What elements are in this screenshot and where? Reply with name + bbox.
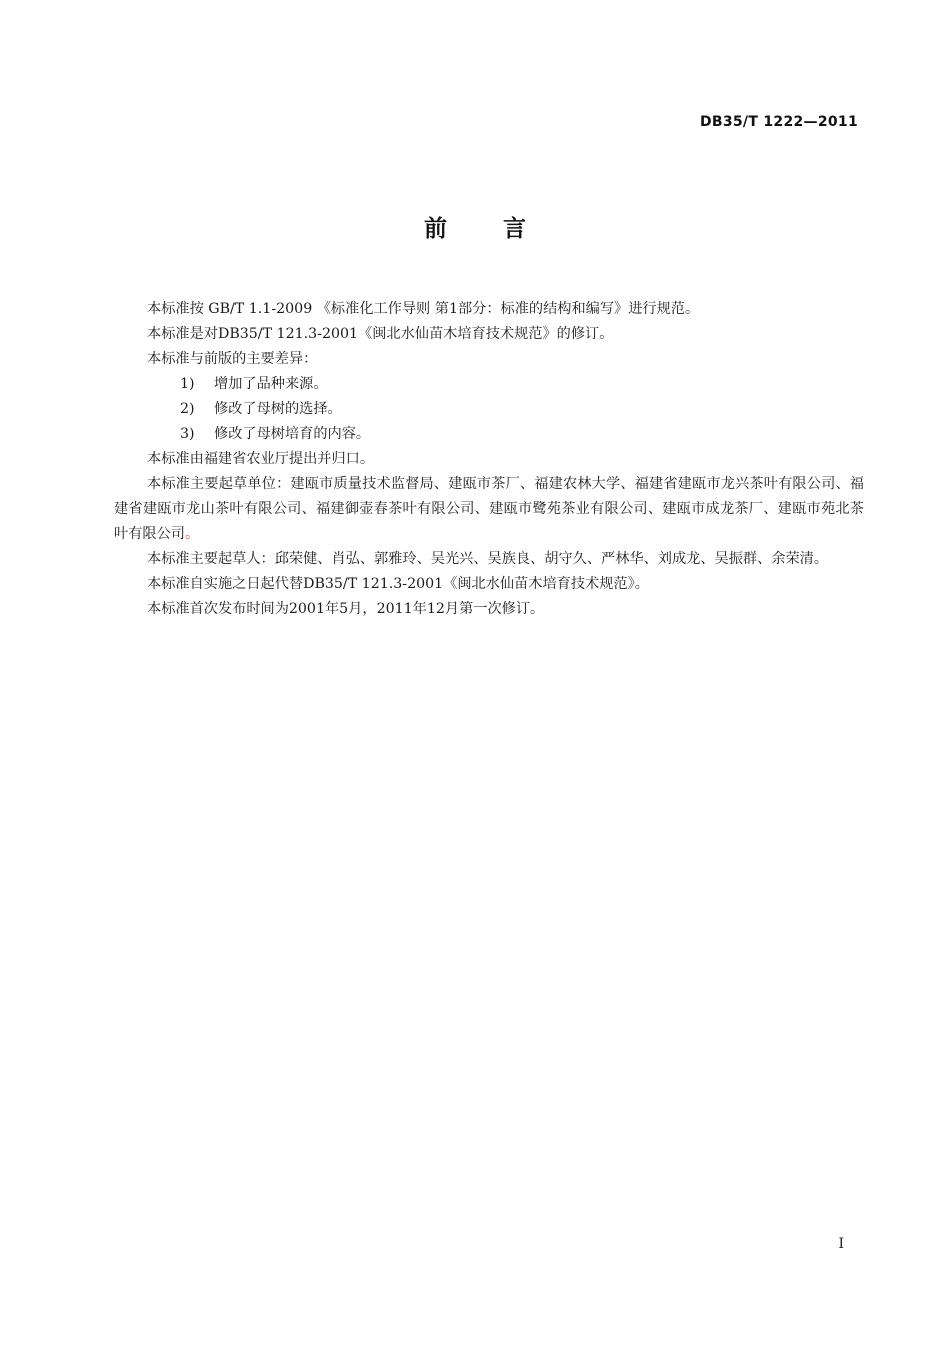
difference-item — [114, 397, 864, 422]
paragraph-publication-history: 本标准首次发布时间为2001年5月，2011年12月第一次修订。 — [147, 601, 545, 617]
difference-number: 3) — [180, 426, 195, 442]
paragraph-standard-basis: 本标准按 GB/T 1.1-2009 《标准化工作导则 第1部分：标准的结构和编写》进行规范。 — [147, 301, 700, 317]
paragraph-revision-of: 本标准是对DB35/T 121.3-2001《闽北水仙苗木培育技术规范》的修订。 — [147, 326, 614, 342]
foreword-body — [114, 297, 864, 622]
drafting-units-text: 本标准主要起草单位：建瓯市质量技术监督局、建瓯市茶厂、福建农林大学、福建省建瓯市龙兴茶叶有限公司、福建省建瓯市龙山茶叶有限公司、福建御壶春茶叶有限公司、建瓯市鹭苑茶业有限公司、建瓯市成龙茶厂、建瓯市苑北茶叶有限公司 — [114, 476, 864, 542]
paragraph-drafting-units — [114, 472, 864, 547]
difference-text: 修改了母树培育的内容。 — [214, 426, 371, 442]
paragraph-proposer: 本标准由福建省农业厅提出并归口。 — [147, 451, 375, 467]
paragraph-drafters: 本标准主要起草人：邱荣健、肖弘、郭雅玲、吴光兴、吴族良、胡守久、严林华、刘成龙、吴振群、余荣清。 — [147, 551, 829, 567]
paragraph-differences-intro: 本标准与前版的主要差异： — [147, 351, 318, 367]
page-title: 前言 — [424, 216, 582, 242]
difference-text: 修改了母树的选择。 — [214, 401, 342, 417]
difference-number: 2) — [180, 401, 195, 417]
paragraph-replacement: 本标准自实施之日起代替DB35/T 121.3-2001《闽北水仙苗木培育技术规范》。 — [147, 576, 649, 592]
difference-text: 增加了品种来源。 — [214, 376, 328, 392]
difference-item — [114, 422, 864, 447]
page-number: I — [838, 1236, 844, 1252]
difference-number: 1) — [180, 376, 195, 392]
standard-code: DB35/T 1222—2011 — [699, 114, 858, 130]
drafting-units-end-mark: 。 — [184, 526, 200, 542]
difference-item — [114, 372, 864, 397]
